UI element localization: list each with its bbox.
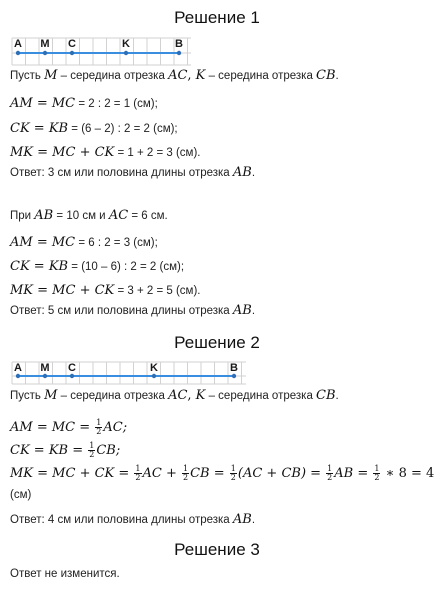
point-b-label: B <box>230 362 238 374</box>
equation-am-mc-2: AM = MC = $\frac{1}{2}$ AC; <box>10 418 128 436</box>
fraction: $\frac{1}{2}$ <box>183 464 189 482</box>
fraction: $\frac{1}{2}$ <box>89 441 95 459</box>
point-k-label: K <box>122 38 130 50</box>
point-a-marker <box>16 51 20 55</box>
point-k-marker <box>124 51 128 55</box>
point-a-label: A <box>14 38 22 50</box>
diagram-grid <box>12 38 191 65</box>
fraction: $\frac{1}{2}$ <box>327 464 333 482</box>
let-text-1: Пусть M – середина отрезка AC, K – середина отрезка CB. <box>10 68 339 83</box>
equation-mk-2: MK = MC + CK = $\frac{1}{2}$ AC + $\frac{1}{2}$ CB = $\frac{1}{2}$ (AC + CB) = $\frac{1}{2}$ AB = $\frac{1}{2}$ ∗ 8 = 4 <box>10 464 434 482</box>
answer-1a: Ответ: 3 см или половина длины отрезка AB. <box>10 165 256 180</box>
point-c-label: C <box>68 38 76 50</box>
point-m-label: M <box>40 362 50 374</box>
solution-1-heading: Решение 1 <box>174 8 260 27</box>
solution-2-heading: Решение 2 <box>174 333 260 352</box>
point-m-marker <box>43 51 47 55</box>
point-m-label: M <box>40 38 50 50</box>
equation-ck-kb-1: CK = KB = (6 – 2) : 2 = 2 (см); <box>10 121 178 136</box>
segment-diagram-2 <box>10 358 250 386</box>
equation-ck-kb-2: CK = KB = $\frac{1}{2}$ CB; <box>10 441 121 459</box>
point-c-marker <box>70 51 74 55</box>
point-m-marker <box>43 374 47 378</box>
fraction: $\frac{1}{2}$ <box>374 464 380 482</box>
let-text-2: Пусть M – середина отрезка AC, K – середина отрезка CB. <box>10 388 339 403</box>
condition-1b: При AB = 10 см и AC = 6 см. <box>10 208 168 223</box>
equation-am-mc-1: AM = MC = 2 : 2 = 1 (см); <box>10 96 158 111</box>
fraction: $\frac{1}{2}$ <box>135 464 141 482</box>
point-b-marker <box>177 51 181 55</box>
equation-ck-kb-1b: CK = KB = (10 – 6) : 2 = 2 (см); <box>10 259 185 274</box>
point-b-label: B <box>175 38 183 50</box>
equation-unit-2: (см) <box>10 489 32 501</box>
answer-3: Ответ не изменится. <box>10 568 120 580</box>
answer-2: Ответ: 4 см или половина длины отрезка AB. <box>10 512 256 527</box>
point-c-label: C <box>68 362 76 374</box>
point-c-marker <box>70 374 74 378</box>
point-b-marker <box>232 374 236 378</box>
fraction: $\frac{1}{2}$ <box>96 418 102 436</box>
point-a-marker <box>16 374 20 378</box>
fraction: $\frac{1}{2}$ <box>230 464 236 482</box>
point-a-label: A <box>14 362 22 374</box>
equation-mk-1: MK = MC + CK = 1 + 2 = 3 (см). <box>10 145 201 160</box>
answer-1b: Ответ: 5 см или половина длины отрезка AB. <box>10 303 256 318</box>
solution-3-heading: Решение 3 <box>174 540 260 559</box>
point-k-label: K <box>150 362 158 374</box>
equation-am-mc-1b: AM = MC = 6 : 2 = 3 (см); <box>10 235 158 250</box>
point-k-marker <box>152 374 156 378</box>
segment-diagram-1 <box>10 34 195 68</box>
equation-mk-1b: MK = MC + CK = 3 + 2 = 5 (см). <box>10 283 201 298</box>
